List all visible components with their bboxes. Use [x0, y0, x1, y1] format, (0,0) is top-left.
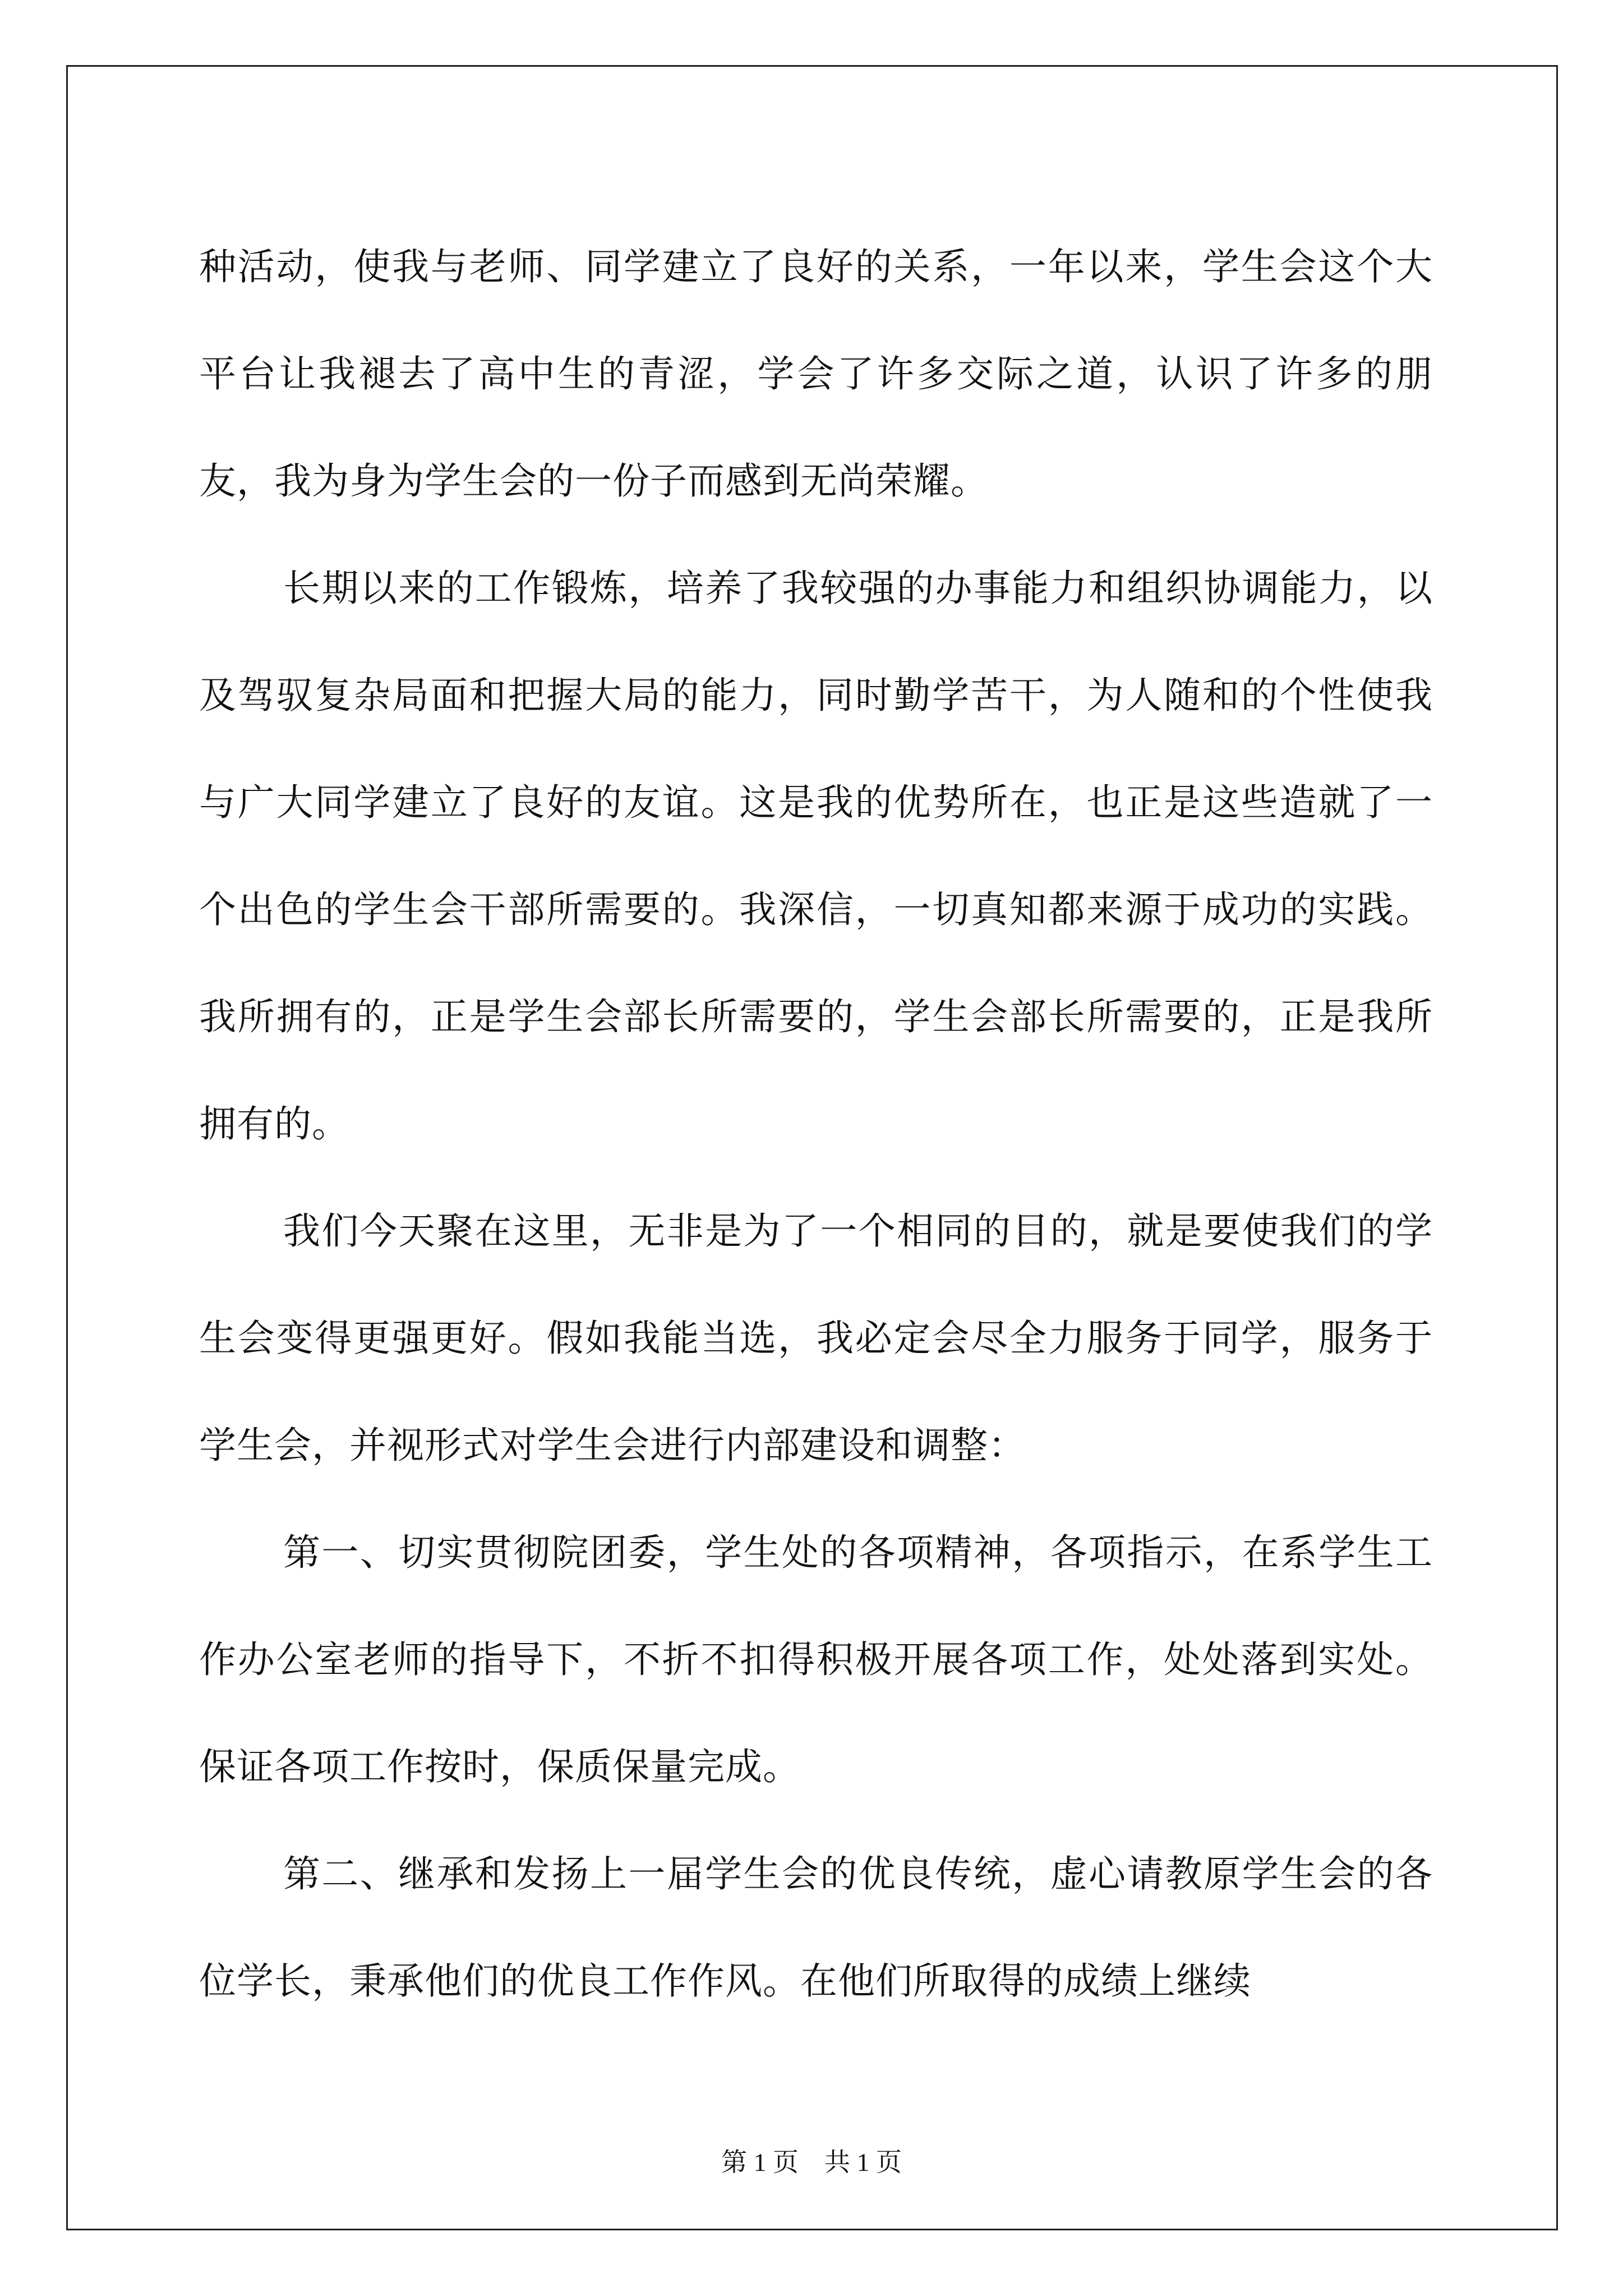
paragraph-1: 种活动，使我与老师、同学建立了良好的关系，一年以来，学生会这个大平台让我褪去了高中生的青涩，学会了许多交际之道，认识了许多的朋友，我为身为学生会的一份子而感到无尚荣耀。: [199, 245, 1433, 503]
document-body: [199, 213, 1433, 2035]
paragraph-5: 第二、继承和发扬上一届学生会的优良传统，虚心请教原学生会的各位学长，秉承他们的优良工作作风。在他们所取得的成绩上继续: [199, 1852, 1433, 2003]
paragraph-2: 长期以来的工作锻炼，培养了我较强的办事能力和组织协调能力，以及驾驭复杂局面和把握大局的能力，同时勤学苦干，为人随和的个性使我与广大同学建立了良好的友谊。这是我的优势所在，也正是这些造就了一个出色的学生会干部所需要的。我深信，一切真知都来源于成功的实践。我所拥有的，正是学生会部长所需要的，学生会部长所需要的，正是我所拥有的。: [199, 567, 1433, 1145]
paragraph-4: 第一、切实贯彻院团委，学生处的各项精神，各项指示，在系学生工作办公室老师的指导下，不折不扣得积极开展各项工作，处处落到实处。保证各项工作按时，保质保量完成。: [199, 1531, 1433, 1788]
paragraph-3: 我们今天聚在这里，无非是为了一个相同的目的，就是要使我们的学生会变得更强更好。假如我能当选，我必定会尽全力服务于同学，服务于学生会，并视形式对学生会进行内部建设和调整：: [199, 1209, 1433, 1467]
page-number-footer: 第 1 页 共 1 页: [721, 2148, 902, 2177]
